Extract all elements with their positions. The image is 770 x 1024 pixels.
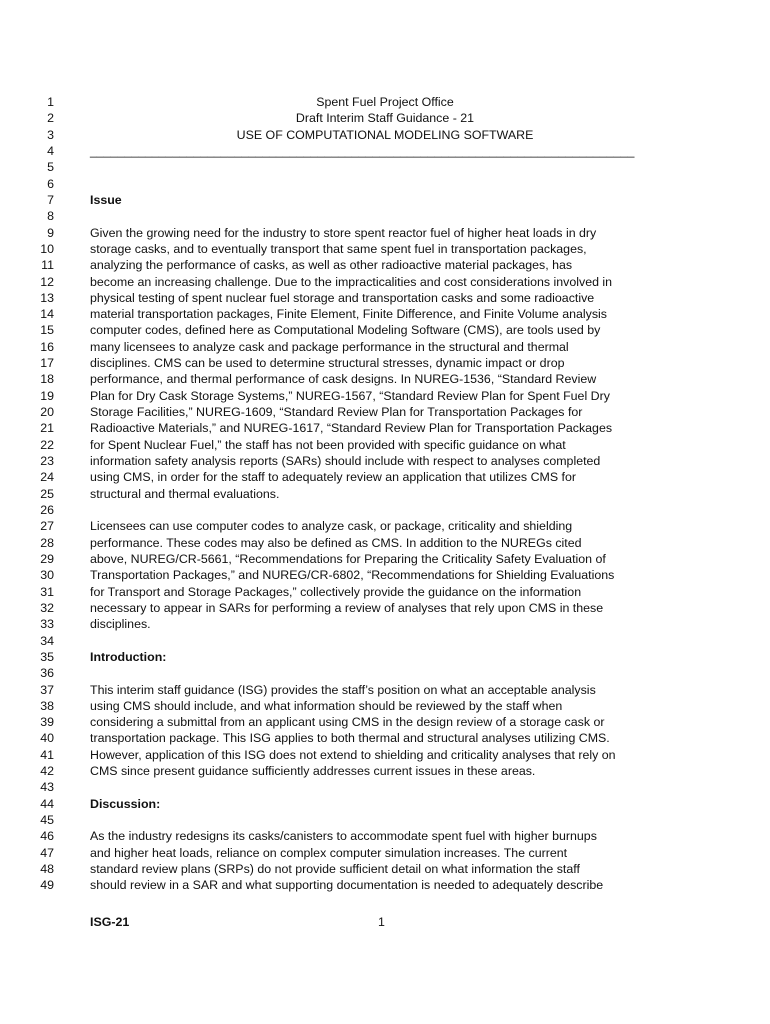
document-line [0, 714, 770, 730]
line-number: 46 [40, 829, 54, 844]
document-line [0, 518, 770, 534]
document-line [0, 567, 770, 583]
issue-paragraph-2-line: Licensees can use computer codes to analyze cask, or package, criticality and shielding [90, 519, 573, 534]
line-number: 33 [40, 617, 54, 632]
line-number: 4 [47, 143, 54, 158]
header-rule: _______________________________________________________________________________ [90, 143, 635, 158]
line-number: 39 [40, 715, 54, 730]
document-line [0, 225, 770, 241]
document-line [0, 584, 770, 600]
line-number: 37 [40, 682, 54, 697]
line-number: 3 [47, 127, 54, 142]
issue-paragraph-2-line: disciplines. [90, 617, 151, 632]
line-number: 22 [40, 437, 54, 452]
document-line [0, 404, 770, 420]
introduction-paragraph-line: However, application of this ISG does not extend to shielding and criticality analyses that rely on [90, 747, 616, 762]
issue-paragraph-1-line: become an increasing challenge. Due to the impracticalities and cost considerations involved in [90, 274, 613, 289]
document-line [0, 779, 770, 795]
line-number: 31 [40, 584, 54, 599]
document-line [0, 322, 770, 338]
document-line [0, 257, 770, 273]
document-line [0, 306, 770, 322]
line-number: 40 [40, 731, 54, 746]
issue-paragraph-1-line: Storage Facilities,” NUREG-1609, “Standard Review Plan for Transportation Packages for [90, 405, 583, 420]
issue-paragraph-1-line: computer codes, defined here as Computational Modeling Software (CMS), are tools used by [90, 323, 601, 338]
issue-paragraph-1-line: storage casks, and to eventually transport that same spent fuel in transportation packages, [90, 241, 587, 256]
document-line [0, 159, 770, 175]
issue-paragraph-1-line: performance, and thermal performance of cask designs. In NUREG-1536, “Standard Review [90, 372, 597, 387]
line-number: 8 [47, 209, 54, 224]
document-line [0, 600, 770, 616]
document-line [0, 388, 770, 404]
document-line [0, 274, 770, 290]
discussion-paragraph-line: standard review plans (SRPs) do not provide sufficient detail on what information the staff [90, 862, 580, 877]
document-line [0, 502, 770, 518]
issue-paragraph-2-line: for Transport and Storage Packages,” collectively provide the guidance on the information [90, 584, 582, 599]
footer-doc-id: ISG-21 [90, 915, 130, 929]
line-number: 21 [40, 421, 54, 436]
issue-paragraph-1-line: for Spent Nuclear Fuel,” the staff has not been provided with specific guidance on what [90, 437, 566, 452]
document-line [0, 551, 770, 567]
introduction-paragraph-line: CMS since present guidance sufficiently addresses current issues in these areas. [90, 764, 536, 779]
issue-paragraph-1-line: using CMS, in order for the staff to adequately review an application that utilizes CMS for [90, 470, 577, 485]
footer-page-number: 1 [378, 915, 385, 929]
document-line [0, 665, 770, 681]
document-line [0, 355, 770, 371]
line-number: 36 [40, 666, 54, 681]
line-number: 23 [40, 454, 54, 469]
issue-paragraph-1-line: Given the growing need for the industry to store spent reactor fuel of higher heat loads in dry [90, 225, 597, 240]
document-line [0, 698, 770, 714]
header-guidance: Draft Interim Staff Guidance - 21 [295, 111, 475, 126]
header-title: USE OF COMPUTATIONAL MODELING SOFTWARE [236, 127, 534, 142]
issue-paragraph-2-line: performance. These codes may also be defined as CMS. In addition to the NUREGs cited [90, 535, 582, 550]
line-number: 7 [47, 192, 54, 207]
line-number: 16 [40, 339, 54, 354]
document-line [0, 682, 770, 698]
issue-paragraph-1-line: physical testing of spent nuclear fuel storage and transportation casks and some radioactive [90, 290, 595, 305]
line-number: 13 [40, 290, 54, 305]
document-line [0, 420, 770, 436]
document-line [0, 747, 770, 763]
line-number: 1 [47, 95, 54, 109]
line-number: 12 [40, 274, 54, 289]
line-number: 44 [40, 796, 54, 811]
issue-paragraph-1-line: structural and thermal evaluations. [90, 486, 280, 501]
header-office: Spent Fuel Project Office [316, 95, 454, 109]
document-line [0, 241, 770, 257]
document-line [0, 290, 770, 306]
line-number: 26 [40, 503, 54, 517]
document-line [0, 845, 770, 861]
line-number: 43 [40, 780, 54, 795]
line-number: 32 [40, 600, 54, 615]
line-number: 41 [40, 747, 54, 762]
line-number: 24 [40, 470, 54, 485]
line-number: 15 [40, 323, 54, 338]
line-number: 42 [40, 764, 54, 779]
document-line [0, 616, 770, 632]
document-line [0, 371, 770, 387]
line-number: 5 [47, 160, 54, 175]
issue-paragraph-1-line: analyzing the performance of casks, as well as other radioactive material packages, has [90, 258, 573, 273]
document-line [0, 453, 770, 469]
line-number: 38 [40, 698, 54, 713]
introduction-paragraph-line: considering a submittal from an applicant using CMS in the design review of a storage cask or [90, 715, 605, 730]
line-number: 47 [40, 845, 54, 860]
document-line [0, 208, 770, 224]
line-number: 10 [40, 241, 54, 256]
document-line [0, 176, 770, 192]
discussion-paragraph-line: should review in a SAR and what supporting documentation is needed to adequately describe [90, 878, 604, 893]
line-number: 28 [40, 535, 54, 550]
line-number: 34 [40, 633, 54, 648]
document-line [0, 763, 770, 779]
issue-paragraph-1-line: disciplines. CMS can be used to determine structural stresses, dynamic impact or drop [90, 356, 565, 371]
line-number: 29 [40, 551, 54, 566]
issue-paragraph-1-line: Plan for Dry Cask Storage Systems,” NUREG-1567, “Standard Review Plan for Spent Fuel Dry [90, 388, 610, 403]
introduction-paragraph-line: transportation package. This ISG applies to both thermal and structural analyses utilizing CMS. [90, 731, 610, 746]
line-number: 49 [40, 878, 54, 893]
document-line [0, 877, 770, 893]
line-number: 11 [41, 258, 54, 273]
issue-paragraph-2-line: above, NUREG/CR-5661, “Recommendations for Preparing the Criticality Safety Evaluation of [90, 551, 606, 566]
document-line [0, 110, 770, 126]
discussion-paragraph-line: As the industry redesigns its casks/canisters to accommodate spent fuel with higher burnups [90, 829, 597, 844]
document-line [0, 730, 770, 746]
issue-paragraph-1-line: many licensees to analyze cask and package performance in the structural and thermal [90, 339, 569, 354]
document-line [0, 192, 770, 208]
line-number: 18 [40, 372, 54, 387]
line-number: 20 [40, 405, 54, 420]
discussion-heading: Discussion: [90, 796, 161, 811]
introduction-heading: Introduction: [90, 649, 167, 664]
line-number: 17 [40, 356, 54, 371]
document-line [0, 437, 770, 453]
line-number: 25 [40, 486, 54, 501]
line-number: 14 [40, 307, 54, 322]
document-line [0, 812, 770, 828]
issue-heading: Issue [90, 192, 122, 207]
issue-paragraph-2-line: Transportation Packages,” and NUREG/CR-6802, “Recommendations for Shielding Evaluations [90, 568, 615, 583]
document-line [0, 339, 770, 355]
line-number: 27 [40, 519, 54, 534]
line-number: 45 [40, 813, 54, 828]
document-line [0, 469, 770, 485]
issue-paragraph-2-line: necessary to appear in SARs for performing a review of analyses that rely upon CMS in these [90, 600, 604, 615]
line-number: 35 [40, 649, 54, 664]
issue-paragraph-1-line: information safety analysis reports (SARs) should include with respect to analyses completed [90, 454, 601, 469]
document-line [0, 486, 770, 502]
document-line [0, 633, 770, 649]
document-line [0, 535, 770, 551]
issue-paragraph-1-line: Radioactive Materials,” and NUREG-1617, “Standard Review Plan for Transportation Packages [90, 421, 613, 436]
introduction-paragraph-line: using CMS should include, and what information should be reviewed by the staff when [90, 698, 563, 713]
document-line [0, 861, 770, 877]
document-line [0, 828, 770, 844]
line-number: 2 [47, 111, 54, 126]
introduction-paragraph-line: This interim staff guidance (ISG) provides the staff’s position on what an acceptable analysis [90, 682, 596, 697]
document-line [0, 94, 770, 110]
document-line [0, 796, 770, 812]
discussion-paragraph-line: and higher heat loads, reliance on complex computer simulation increases. The current [90, 845, 568, 860]
issue-paragraph-1-line: material transportation packages, Finite Element, Finite Difference, and Finite Volume analysis [90, 307, 607, 322]
line-number: 30 [40, 568, 54, 583]
document-line [0, 143, 770, 159]
document-line [0, 127, 770, 143]
line-number: 9 [47, 225, 54, 240]
line-number: 6 [47, 176, 54, 191]
line-number: 48 [40, 862, 54, 877]
document-line [0, 649, 770, 665]
line-number: 19 [40, 388, 54, 403]
